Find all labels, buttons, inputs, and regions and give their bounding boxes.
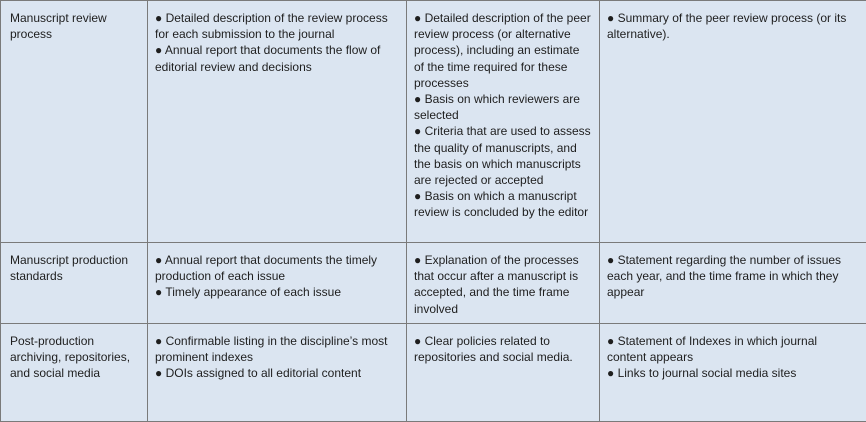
bullet-item: ● Summary of the peer review process (or its alternative). [607, 10, 859, 42]
table-row-post-production [1, 323, 866, 421]
bullet-item: ● Annual report that documents the timely production of each issue [155, 252, 399, 284]
row-label-cell [1, 243, 148, 324]
row-label-cell [1, 1, 148, 243]
bullet-item: ● Timely appearance of each issue [155, 284, 399, 300]
table-cell [600, 243, 866, 324]
bullet-item: ● Basis on which reviewers are selected [414, 91, 592, 123]
row-label: Manuscript review process [10, 10, 140, 42]
row-label: Manuscript production standards [10, 252, 140, 284]
bullet-item: ● Criteria that are used to assess the quality of manuscripts, and the basis on which manuscripts are rejected or accepted [414, 123, 592, 188]
table-row-review [1, 1, 866, 243]
bullet-item: ● Links to journal social media sites [607, 365, 859, 381]
bullet-item: ● Clear policies related to repositories and social media. [414, 333, 592, 365]
bullet-item: ● Confirmable listing in the discipline’s most prominent indexes [155, 333, 399, 365]
bullet-item: ● Basis on which a manuscript review is concluded by the editor [414, 188, 592, 220]
row-label: Post-production archiving, repositories, and social media [10, 333, 140, 382]
bullet-item: ● DOIs assigned to all editorial content [155, 365, 399, 381]
table-row-production [1, 243, 866, 324]
table-cell [600, 323, 866, 421]
row-label-cell [1, 323, 148, 421]
table-cell [407, 1, 600, 243]
table-cell [148, 323, 407, 421]
bullet-item: ● Explanation of the processes that occur after a manuscript is accepted, and the time frame involved [414, 252, 592, 317]
table-cell [148, 1, 407, 243]
table-cell [600, 1, 866, 243]
bullet-item: ● Detailed description of the review process for each submission to the journal [155, 10, 399, 42]
table-cell [148, 243, 407, 324]
table-cell [407, 323, 600, 421]
bullet-item: ● Annual report that documents the flow of editorial review and decisions [155, 42, 399, 74]
bullet-item: ● Detailed description of the peer review process (or alternative process), including an estimate of the time required for these processes [414, 10, 592, 91]
table-cell [407, 243, 600, 324]
bullet-item: ● Statement of Indexes in which journal content appears [607, 333, 859, 365]
bullet-item: ● Statement regarding the number of issues each year, and the time frame in which they appear [607, 252, 859, 301]
